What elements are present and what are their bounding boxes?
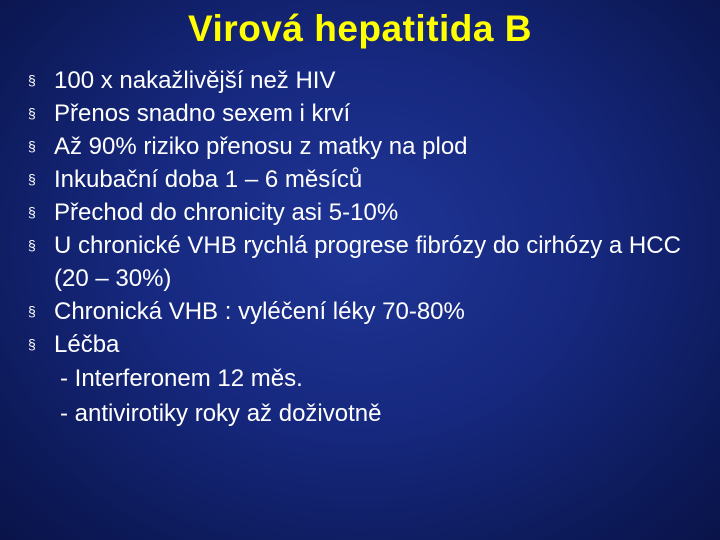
bullet-marker-icon: § — [28, 171, 36, 187]
bullet-text: Léčba — [54, 331, 120, 358]
bullet-marker-icon: § — [28, 72, 36, 88]
bullet-text: Přechod do chronicity asi 5-10% — [54, 199, 399, 226]
bullet-item — [28, 295, 708, 328]
bullet-text: Inkubační doba 1 – 6 měsíců — [54, 166, 363, 193]
bullet-marker-icon: § — [28, 336, 36, 352]
bullet-text: Až 90% riziko přenosu z matky na plod — [54, 133, 468, 160]
bullet-item — [28, 64, 708, 97]
bullet-item — [28, 97, 708, 130]
sub-item: - Interferonem 12 měs. — [60, 365, 303, 392]
bullet-list — [28, 64, 708, 431]
bullet-item — [28, 163, 708, 196]
bullet-marker-icon: § — [28, 204, 36, 220]
bullet-text: Chronická VHB : vyléčení léky 70-80% — [54, 298, 465, 325]
bullet-marker-icon: § — [28, 303, 36, 319]
bullet-text: U chronické VHB rychlá progrese fibrózy do cirhózy a HCC (20 – 30%) — [54, 232, 681, 292]
bullet-marker-icon: § — [28, 237, 36, 253]
bullet-text: 100 x nakažlivější než HIV — [54, 67, 336, 94]
bullet-item — [28, 130, 708, 163]
slide-title: Virová hepatitida B — [188, 8, 532, 49]
bullet-text: Přenos snadno sexem i krví — [54, 100, 351, 127]
bullet-item — [28, 328, 708, 361]
bullet-item — [28, 229, 708, 295]
sub-item: - antivirotiky roky až doživotně — [60, 400, 382, 427]
bullet-marker-icon: § — [28, 105, 36, 121]
bullet-marker-icon: § — [28, 138, 36, 154]
bullet-item — [28, 196, 708, 229]
